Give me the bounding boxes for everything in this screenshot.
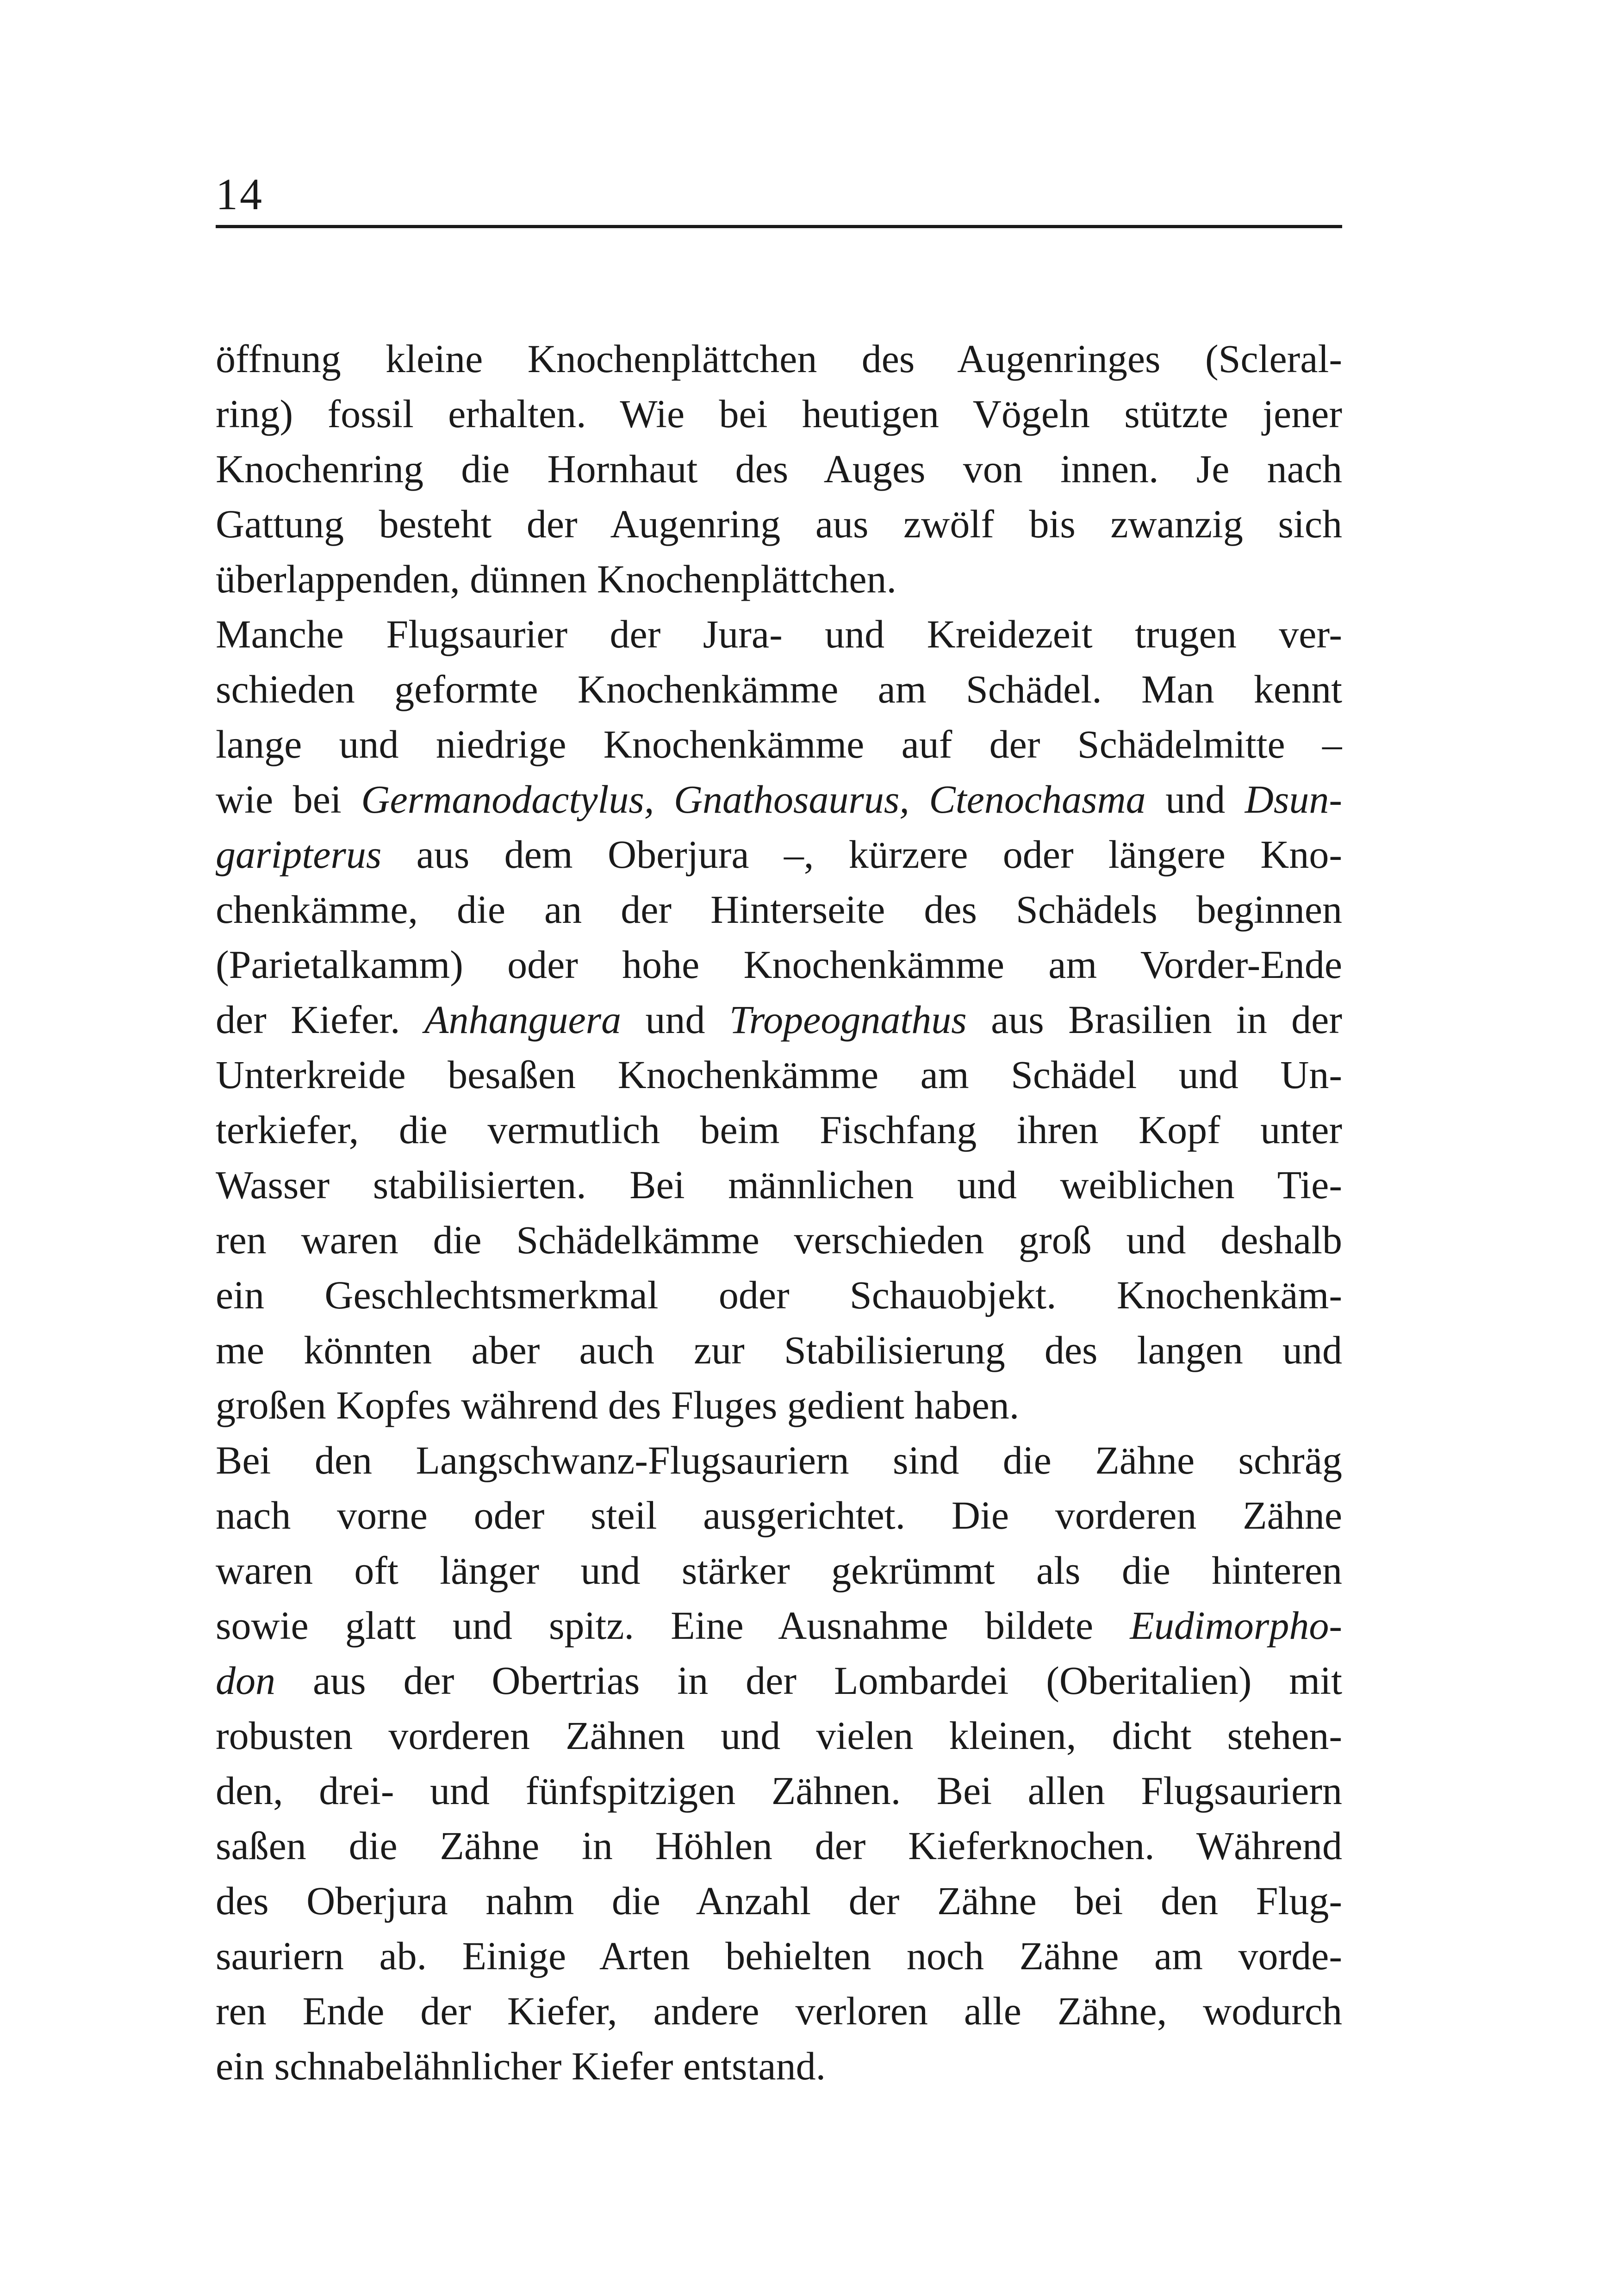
text-run: ein schnabelähnlicher Kiefer entstand. [216, 2044, 826, 2088]
italic-text: Eudimorpho- [1130, 1603, 1342, 1648]
text-run: aus der Obertrias in der Lombardei (Oberitalien) mit [275, 1658, 1342, 1703]
text-run: sauriern ab. Einige Arten behielten noch Zähne am vorde- [216, 1934, 1342, 1978]
text-line [216, 992, 1342, 1047]
text-run: großen Kopfes während des Fluges gedient haben. [216, 1383, 1020, 1427]
text-line [216, 1708, 1342, 1763]
text-run: wie bei [216, 777, 361, 821]
text-run: Knochenring die Hornhaut des Auges von innen. Je nach [216, 447, 1342, 491]
text-line [216, 1873, 1342, 1929]
page-number: 14 [216, 169, 264, 219]
text-run: ring) fossil erhalten. Wie bei heutigen Vögeln stützte jener [216, 392, 1342, 436]
text-run: ren Ende der Kiefer, andere verloren alle Zähne, wodurch [216, 1989, 1342, 2033]
text-run: (Parietalkamm) oder hohe Knochenkämme am Vorder-Ende [216, 942, 1342, 987]
text-line [216, 331, 1342, 386]
text-line [216, 1433, 1342, 1488]
text-run: terkiefer, die vermutlich beim Fischfang ihren Kopf unter [216, 1108, 1342, 1152]
text-line [216, 1818, 1342, 1873]
text-line [216, 717, 1342, 772]
text-run: aus dem Oberjura –, kürzere oder längere Kno- [381, 832, 1342, 877]
text-line [216, 2039, 1342, 2094]
text-line [216, 882, 1342, 937]
text-run: ein Geschlechtsmerkmal oder Schauobjekt. Knochenkäm- [216, 1273, 1342, 1317]
text-run: und [621, 997, 729, 1042]
text-line [216, 1984, 1342, 2039]
text-line [216, 552, 1342, 607]
text-line [216, 827, 1342, 882]
text-line [216, 607, 1342, 662]
text-line [216, 1488, 1342, 1543]
text-run: aus Brasilien in der [966, 997, 1342, 1042]
text-line [216, 1653, 1342, 1708]
text-run: der Kiefer. [216, 997, 424, 1042]
text-run: waren oft länger und stärker gekrümmt als die hinteren [216, 1548, 1342, 1593]
text-run: Bei den Langschwanz-Flugsauriern sind die Zähne schräg [216, 1438, 1342, 1482]
text-line [216, 1378, 1342, 1433]
text-line [216, 937, 1342, 992]
text-run: schieden geformte Knochenkämme am Schädel. Man kennt [216, 667, 1342, 711]
text-line [216, 386, 1342, 442]
text-run: öffnung kleine Knochenplättchen des Augenringes (Scleral- [216, 336, 1342, 381]
text-line [216, 442, 1342, 497]
italic-text: Dsun- [1245, 777, 1342, 821]
text-run: ren waren die Schädelkämme verschieden groß und deshalb [216, 1218, 1342, 1262]
text-line [216, 1598, 1342, 1653]
text-line [216, 1763, 1342, 1818]
text-run: Gattung besteht der Augenring aus zwölf bis zwanzig sich [216, 502, 1342, 546]
text-run: saßen die Zähne in Höhlen der Kieferknochen. Während [216, 1823, 1342, 1868]
text-run: lange und niedrige Knochenkämme auf der Schädelmitte – [216, 722, 1342, 766]
text-line [216, 1323, 1342, 1378]
text-run: Manche Flugsaurier der Jura- und Kreidezeit trugen ver- [216, 612, 1342, 656]
italic-text: don [216, 1658, 275, 1703]
text-line [216, 1929, 1342, 1984]
text-run: Unterkreide besaßen Knochenkämme am Schädel und Un- [216, 1052, 1342, 1097]
text-run: Wasser stabilisierten. Bei männlichen und weiblichen Tie- [216, 1163, 1342, 1207]
text-run: chenkämme, die an der Hinterseite des Schädels beginnen [216, 887, 1342, 932]
text-line [216, 1157, 1342, 1213]
italic-text: Anhanguera [424, 997, 622, 1042]
text-line [216, 1213, 1342, 1268]
text-run: des Oberjura nahm die Anzahl der Zähne bei den Flug- [216, 1879, 1342, 1923]
text-run: und [1145, 777, 1245, 821]
text-line [216, 662, 1342, 717]
italic-text: Germanodactylus, Gnathosaurus, Ctenochasma [361, 777, 1146, 821]
text-line [216, 1543, 1342, 1598]
text-run: den, drei- und fünfspitzigen Zähnen. Bei allen Flugsauriern [216, 1768, 1342, 1813]
text-line [216, 497, 1342, 552]
text-run: überlappenden, dünnen Knochenplättchen. [216, 557, 897, 601]
text-line [216, 1102, 1342, 1157]
text-line [216, 1047, 1342, 1102]
italic-text: Tropeognathus [729, 997, 967, 1042]
text-run: sowie glatt und spitz. Eine Ausnahme bildete [216, 1603, 1130, 1648]
body-text [216, 331, 1342, 2094]
text-run: nach vorne oder steil ausgerichtet. Die vorderen Zähne [216, 1493, 1342, 1537]
text-line [216, 772, 1342, 827]
header-rule [216, 225, 1342, 228]
text-run: me könnten aber auch zur Stabilisierung des langen und [216, 1328, 1342, 1372]
italic-text: garipterus [216, 832, 382, 877]
text-line [216, 1268, 1342, 1323]
text-run: robusten vorderen Zähnen und vielen kleinen, dicht stehen- [216, 1713, 1342, 1758]
